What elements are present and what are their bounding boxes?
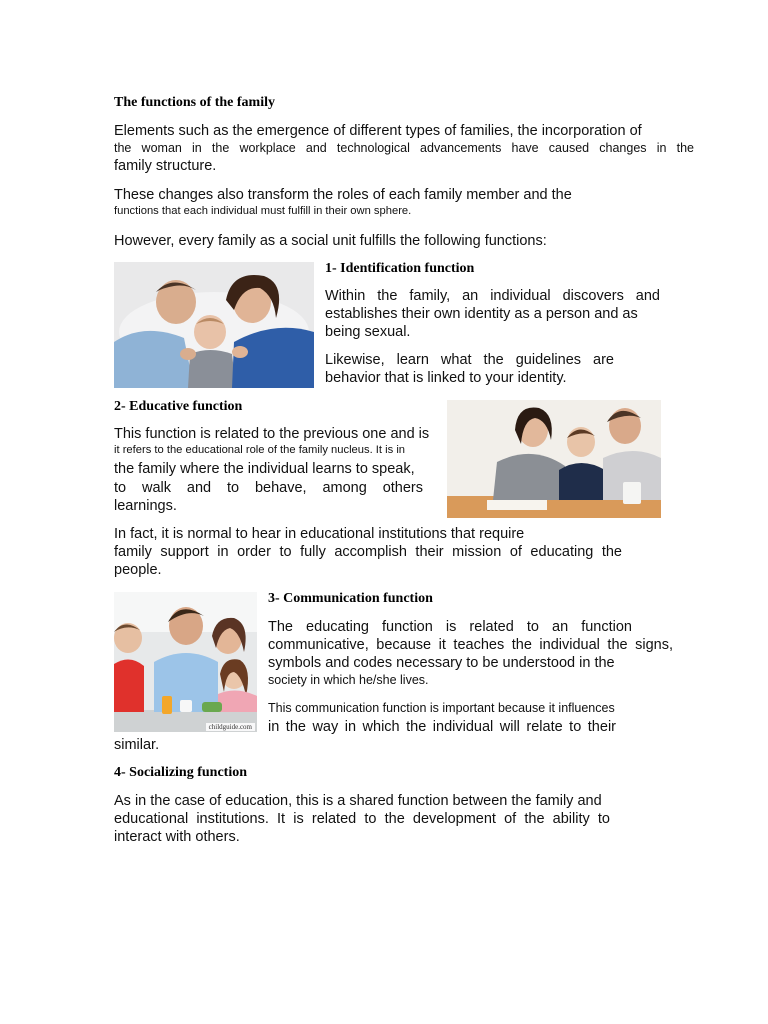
identification-p1-line2: establishes their own identity as a person and as <box>325 306 638 322</box>
socializing-heading: 4- Socializing function <box>114 765 248 780</box>
communication-p2-line2: in the way in which the individual will relate to their <box>268 719 616 735</box>
educative-p1-line1: This function is related to the previous one and is <box>114 426 430 442</box>
socializing-p1-line3: interact with others. <box>114 829 240 845</box>
intro-p2-line1: These changes also transform the roles of each family member and the <box>114 187 572 203</box>
educative-p2-line2: family support in order to fully accomplish their mission of educating the <box>114 544 622 560</box>
educative-heading: 2- Educative function <box>114 399 243 414</box>
identification-p2-line2: behavior that is linked to your identity. <box>325 370 567 386</box>
identification-p1-line3: being sexual. <box>325 324 411 340</box>
family-lying-photo <box>114 262 314 388</box>
educative-p2-line1: In fact, it is normal to hear in educational institutions that require <box>114 526 525 542</box>
communication-p2-line3: similar. <box>114 737 160 753</box>
identification-p1-line1: Within the family, an individual discovers and <box>325 288 660 304</box>
communication-p1-line3: symbols and codes necessary to be understood in the <box>268 655 615 671</box>
family-table-photo <box>114 592 257 732</box>
intro-p1-line1: Elements such as the emergence of different types of families, the incorporation of <box>114 123 642 139</box>
intro-p1-line3: family structure. <box>114 158 217 174</box>
socializing-p1-line2: educational institutions. It is related to the development of the ability to <box>114 811 610 827</box>
identification-p2-line1: Likewise, learn what the guidelines are <box>325 352 614 368</box>
communication-p1-line1: The educating function is related to an function <box>268 619 632 635</box>
intro-p1-line2: the woman in the workplace and technological advancements have caused changes in the <box>114 141 694 155</box>
educative-p1-line3: the family where the individual learns to speak, <box>114 461 415 477</box>
page-title: The functions of the family <box>114 95 275 110</box>
intro-p3: However, every family as a social unit fulfills the following functions: <box>114 233 547 249</box>
family-homework-photo <box>447 400 661 518</box>
educative-p2-line3: people. <box>114 562 162 578</box>
communication-p2-line1: This communication function is important because it influences <box>268 701 615 715</box>
identification-heading: 1- Identification function <box>325 261 475 276</box>
socializing-p1-line1: As in the case of education, this is a shared function between the family and <box>114 793 602 809</box>
photo-watermark: childguide.com <box>206 723 255 731</box>
educative-p1-line5: learnings. <box>114 498 177 514</box>
communication-p1-line4: society in which he/she lives. <box>268 673 429 687</box>
communication-p1-line2: communicative, because it teaches the individual the signs, <box>268 637 673 653</box>
educative-p1-line2: it refers to the educational role of the family nucleus. It is in <box>114 444 406 456</box>
educative-p1-line4: to walk and to behave, among others <box>114 480 423 496</box>
intro-p2-line2: functions that each individual must fulfill in their own sphere. <box>114 205 412 217</box>
communication-heading: 3- Communication function <box>268 591 433 606</box>
